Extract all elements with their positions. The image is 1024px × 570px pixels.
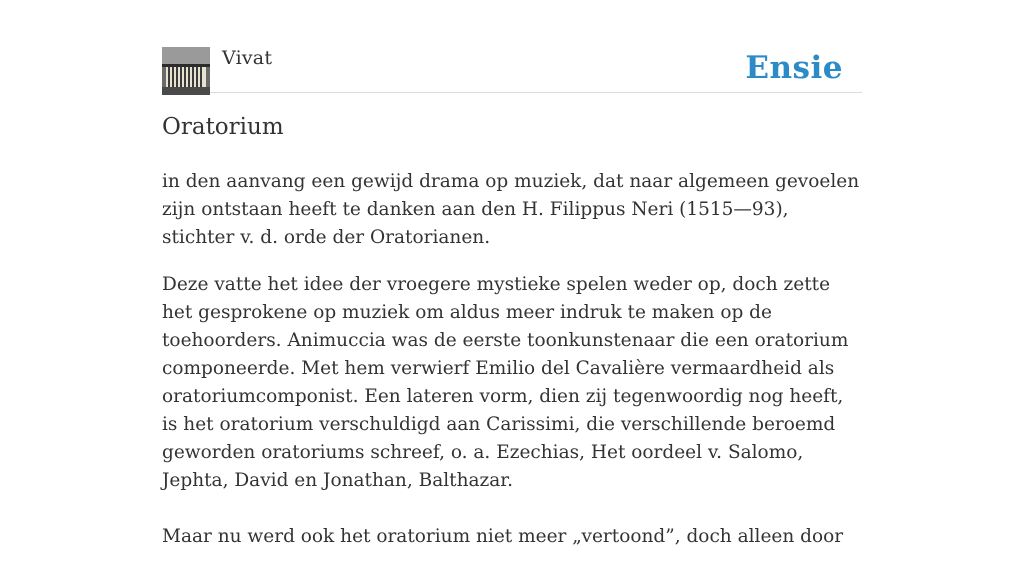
article-paragraph: Maar nu werd ook het oratorium niet meer „vertoond”, doch alleen door — [162, 526, 844, 547]
article-paragraph: in den aanvang een gewijd drama op muziek, dat naar algemeen gevoelen zijn ontstaan heeft te danken aan den H. Filippus Neri (1515—93), stichter v. d. orde der Oratorianen. — [162, 171, 860, 248]
site-logo[interactable]: Ensie — [745, 50, 843, 86]
book-spines-icon — [162, 47, 210, 95]
article-body — [162, 168, 862, 570]
author-avatar[interactable] — [162, 47, 210, 95]
article-title: Oratorium — [162, 114, 284, 140]
author-name[interactable]: Vivat — [222, 47, 273, 69]
site-header — [162, 46, 862, 93]
article-paragraph: Deze vatte het idee der vroegere mystieke spelen weder op, doch zette het gesprokene op muziek om aldus meer indruk te maken op de toehoorders. Animuccia was de eerste toonkunstenaar die een oratorium componeerde. Met hem verwierf Emilio del Cavalière vermaardheid als oratoriumcomponist. Een lateren vorm, dien zij tegenwoordig nog heeft, is het oratorium verschuldigd aan Carissimi, die verschillende beroemd geworden oratoriums schreef, o. a. Ezechias, Het oordeel v. Salomo, Jephta, David en Jonathan, Balthazar. — [162, 274, 849, 491]
